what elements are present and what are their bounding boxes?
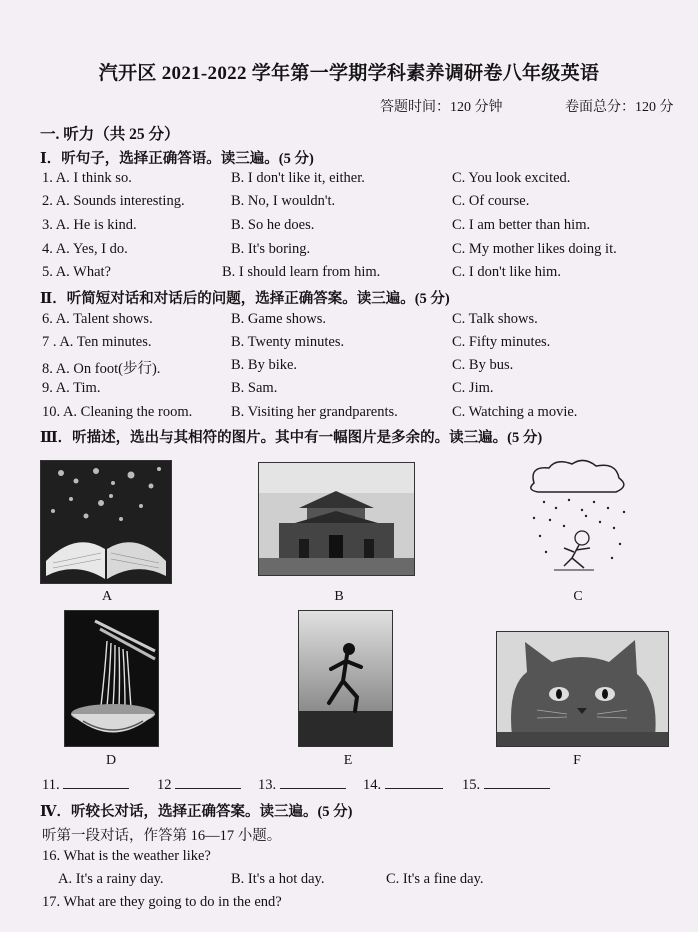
blank-15-line[interactable] (484, 776, 550, 789)
picture-d-noodles (64, 610, 159, 747)
q3-option-c: C. I am better than him. (452, 217, 591, 233)
q6-option-b: B. Game shows. (231, 311, 327, 327)
answer-blank-13 (258, 776, 346, 794)
q17-question: 17. What are they going to do in the end? (42, 894, 282, 910)
blank-15-number: 15. (462, 777, 481, 793)
blank-11-number: 11. (42, 777, 60, 793)
blank-11-line[interactable] (63, 776, 129, 789)
q1-option-a: 1. A. I think so. (42, 170, 132, 186)
q6-option-a: 6. A. Talent shows. (42, 311, 153, 327)
picture-d-label: D (105, 753, 117, 768)
blank-13-number: 13. (258, 777, 277, 793)
q3-option-a: 3. A. He is kind. (42, 217, 137, 233)
q16-option-b: B. It's a hot day. (231, 871, 325, 887)
q6-option-c: C. Talk shows. (452, 311, 538, 327)
q8-option-c: C. By bus. (452, 357, 514, 373)
picture-a-label: A (101, 589, 113, 604)
blank-12-number: 12 (157, 777, 172, 793)
exam-time: 答题时间：120 分钟 (380, 100, 503, 115)
picture-e-runner (298, 610, 393, 747)
blank-13-line[interactable] (280, 776, 346, 789)
picture-c-rain-cartoon (524, 458, 632, 578)
picture-b-tiananmen (258, 462, 415, 576)
q7-option-a: 7 . A. Ten minutes. (42, 334, 152, 350)
q16-option-a: A. It's a rainy day. (58, 871, 164, 887)
exam-total-score: 卷面总分：120 分 (565, 100, 674, 115)
blank-12-line[interactable] (175, 776, 241, 789)
q5-option-c: C. I don't like him. (452, 264, 561, 280)
picture-b-label: B (334, 589, 344, 604)
q8-option-b: B. By bike. (231, 357, 298, 373)
answer-blank-12 (157, 776, 241, 794)
exam-title: 汽开区 2021-2022 学年第一学期学科素养调研卷八年级英语 (98, 63, 600, 84)
q10-option-c: C. Watching a movie. (452, 404, 578, 420)
q4-option-b: B. It's boring. (231, 241, 311, 257)
q9-option-a: 9. A. Tim. (42, 380, 101, 396)
q10-option-a: 10. A. Cleaning the room. (42, 404, 193, 420)
answer-blank-14 (363, 776, 443, 794)
q5-option-b: B. I should learn from him. (222, 264, 381, 280)
part-1-heading: Ⅰ．听句子，选择正确答语。读三遍。(5 分) (40, 151, 314, 167)
part-4-heading: Ⅳ．听较长对话，选择正确答案。读三遍。(5 分) (40, 804, 353, 820)
answer-blank-15 (462, 776, 550, 794)
part-3-heading: Ⅲ．听描述，选出与其相符的图片。其中有一幅图片是多余的。读三遍。(5 分) (40, 430, 543, 446)
q9-option-b: B. Sam. (231, 380, 278, 396)
blank-14-line[interactable] (385, 776, 443, 789)
q7-option-c: C. Fifty minutes. (452, 334, 551, 350)
q9-option-c: C. Jim. (452, 380, 494, 396)
section-listening-heading: 一. 听力（共 25 分） (40, 126, 180, 143)
q2-option-a: 2. A. Sounds interesting. (42, 193, 185, 209)
picture-a-open-book (40, 460, 172, 584)
q8-option-a: 8. A. On foot(步行). (42, 361, 161, 377)
q1-option-c: C. You look excited. (452, 170, 571, 186)
answer-blank-11 (42, 776, 129, 794)
q4-option-a: 4. A. Yes, I do. (42, 241, 128, 257)
picture-f-cat (496, 631, 669, 747)
q4-option-c: C. My mother likes doing it. (452, 241, 617, 257)
q16-question: 16. What is the weather like? (42, 848, 211, 864)
q16-option-c: C. It's a fine day. (386, 871, 484, 887)
q2-option-c: C. Of course. (452, 193, 530, 209)
picture-e-label: E (343, 753, 353, 768)
picture-f-label: F (573, 753, 581, 768)
q1-option-b: B. I don't like it, either. (231, 170, 365, 186)
q7-option-b: B. Twenty minutes. (231, 334, 345, 350)
blank-14-number: 14. (363, 777, 382, 793)
part-2-heading: Ⅱ．听简短对话和对话后的问题，选择正确答案。读三遍。(5 分) (40, 291, 450, 307)
q5-option-a: 5. A. What? (42, 264, 111, 280)
picture-c-label: C (573, 589, 583, 604)
part-4-intro: 听第一段对话，作答第 16—17 小题。 (42, 828, 282, 844)
q10-option-b: B. Visiting her grandparents. (231, 404, 398, 420)
q3-option-b: B. So he does. (231, 217, 315, 233)
q2-option-b: B. No, I wouldn't. (231, 193, 336, 209)
